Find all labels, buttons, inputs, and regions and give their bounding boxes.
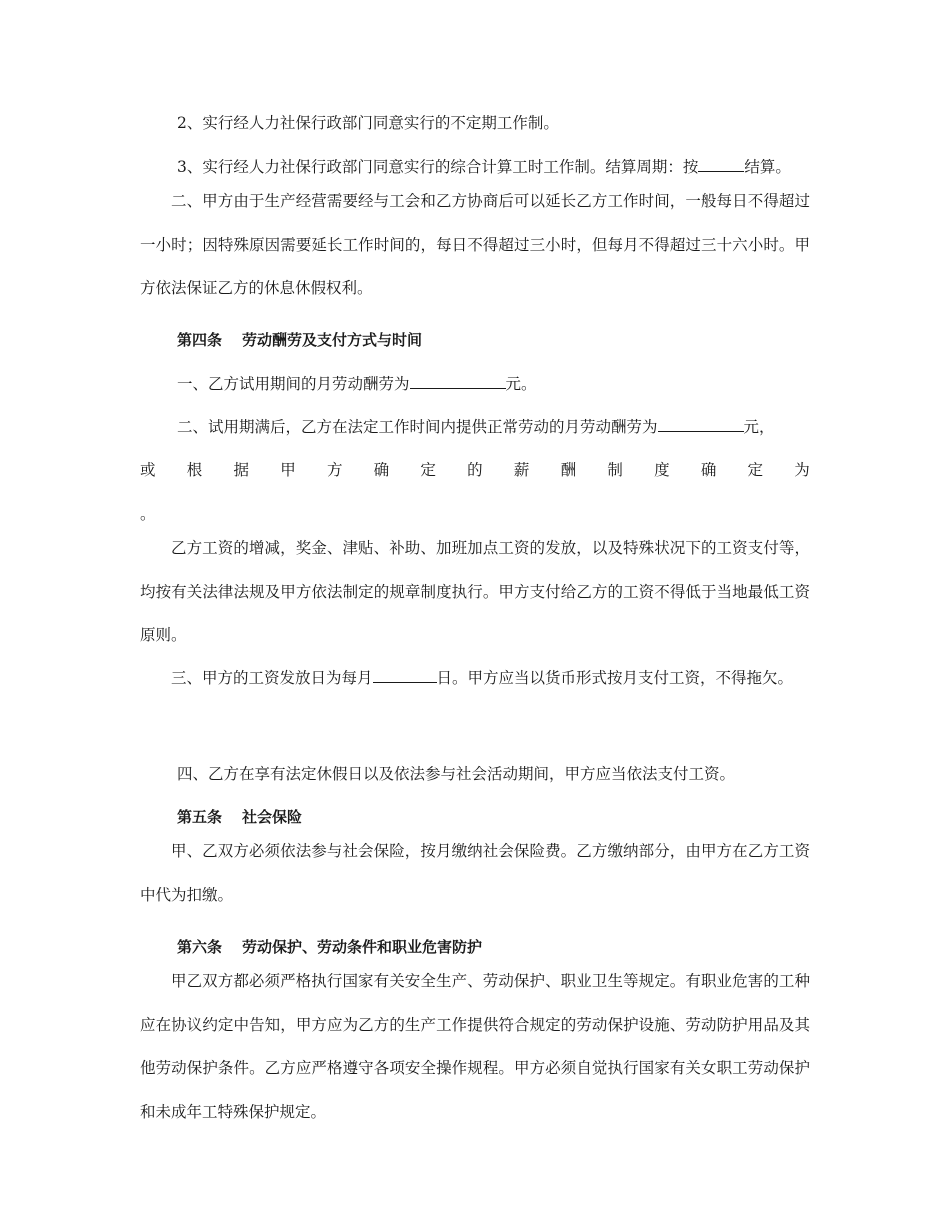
settlement-period-blank[interactable]: [698, 157, 744, 172]
paragraph-overtime: 二、甲方由于生产经营需要经与工会和乙方协商后可以延长乙方工作时间，一般每日不得超过一小时；因特殊原因需要延长工作时间的，每日不得超过三小时，但每月不得超过三十六小时。甲方依法保证乙方的休息休假权利。: [140, 192, 810, 297]
comprehensive-hours-end: 结算。: [744, 158, 791, 176]
probation-pay-blank[interactable]: [410, 374, 506, 389]
probation-pay-text: 一、乙方试用期间的月劳动酬劳为: [177, 375, 410, 393]
salary-system-line: [140, 460, 810, 480]
article-5-title: 社会保险: [242, 808, 303, 826]
salary-system-char: 制: [607, 461, 623, 479]
pay-day-blank[interactable]: [373, 668, 437, 683]
paragraph-comprehensive-hours: [140, 157, 847, 177]
probation-pay-unit: 元。: [505, 375, 537, 393]
article-4-heading: [140, 330, 847, 350]
salary-system-char: 甲: [280, 461, 296, 479]
article-4-number: 第四条: [177, 331, 223, 349]
pay-day-text: 三、甲方的工资发放日为每月: [171, 669, 373, 687]
salary-system-char: 薪: [513, 461, 530, 479]
salary-system-char: 方: [326, 461, 343, 479]
paragraph-pay-day: [140, 657, 810, 701]
paragraph-non-fixed-hours: 2、实行经人力社保行政部门同意实行的不定期工作制。: [177, 114, 559, 132]
salary-system-char: 为: [794, 461, 810, 479]
salary-system-char: 或: [140, 461, 156, 479]
regular-pay-text: 二、试用期满后，乙方在法定工作时间内提供正常劳动的月劳动酬劳为: [177, 418, 658, 436]
article-5-number: 第五条: [177, 808, 223, 826]
article-4-title: 劳动酬劳及支付方式与时间: [242, 331, 423, 349]
comprehensive-hours-text: 3、实行经人力社保行政部门同意实行的综合计算工时工作制。结算周期：按: [177, 158, 699, 176]
salary-system-char: 定: [747, 461, 764, 479]
article-6-heading: [140, 937, 847, 957]
article-5-heading: [140, 807, 847, 827]
salary-system-char: 的: [467, 461, 483, 479]
salary-system-char: 确: [373, 461, 390, 479]
salary-system-char: 确: [700, 461, 717, 479]
paragraph-wage-adjustment: 乙方工资的增减，奖金、津贴、补助、加班加点工资的发放，以及特殊状况下的工资支付等，均按有关法律法规及甲方依法制定的规章制度执行。甲方支付给乙方的工资不得低于当地最低工资原则。: [140, 539, 810, 644]
salary-system-char: 度: [654, 461, 670, 479]
regular-pay-unit: 元，: [743, 418, 775, 436]
salary-system-char: 定: [420, 461, 436, 479]
paragraph-social-insurance: 甲、乙双方必须依法参与社会保险，按月缴纳社会保险费。乙方缴纳部分，由甲方在乙方工资中代为扣缴。: [140, 842, 810, 904]
salary-system-char: 根: [186, 461, 203, 479]
paragraph-regular-pay: [140, 417, 847, 437]
article-6-number: 第六条: [177, 938, 223, 956]
regular-pay-blank[interactable]: [658, 417, 744, 432]
salary-system-char: 据: [233, 461, 249, 479]
paragraph-labor-protection: 甲乙双方都必须严格执行国家有关安全生产、劳动保护、职业卫生等规定。有职业危害的工种应在协议约定中告知，甲方应为乙方的生产工作提供符合规定的劳动保护设施、劳动防护用品及其他劳动保护条件。乙方应严格遵守各项安全操作规程。甲方必须自觉执行国家有关女职工劳动保护和未成年工特殊保护规定。: [140, 972, 810, 1121]
pay-day-end: 日。甲方应当以货币形式按月支付工资，不得拖欠。: [436, 669, 794, 687]
paragraph-holiday-pay: 四、乙方在享有法定休假日以及依法参与社会活动期间，甲方应当依法支付工资。: [177, 765, 736, 783]
paragraph-probation-pay: [140, 374, 847, 394]
article-6-title: 劳动保护、劳动条件和职业危害防护: [242, 938, 483, 956]
salary-system-char: 酬: [560, 461, 577, 479]
salary-system-end: 。: [140, 505, 156, 523]
